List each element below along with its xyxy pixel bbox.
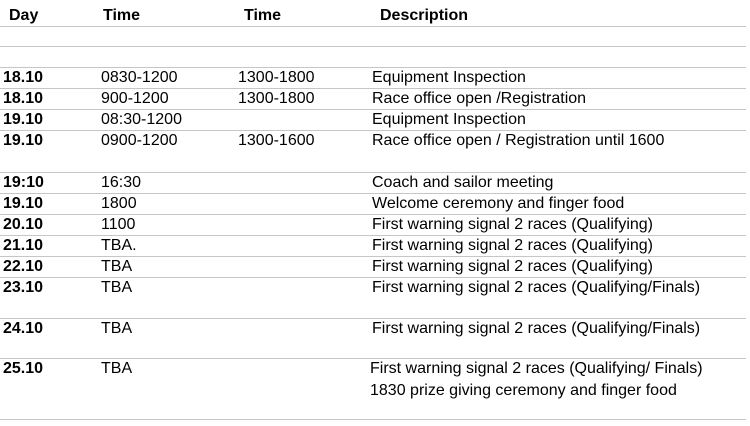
cell-time-1: 900-1200 [101,90,169,107]
cell-day: 20.10 [3,216,44,233]
table-row [0,172,750,194]
cell-description: Equipment Inspection [372,111,526,128]
table-row [0,67,750,89]
header-day: Day [9,7,39,24]
table-row [0,277,750,299]
cell-time-1: TBA. [101,237,137,254]
cell-description: First warning signal 2 races (Qualifying/ Finals) [370,360,703,377]
table-row [0,256,750,278]
table-row [0,318,750,340]
table-row [0,130,750,152]
divider [0,419,746,420]
cell-day: 19.10 [3,195,44,212]
cell-day: 22.10 [3,258,44,275]
cell-description: Race office open /Registration [372,90,587,107]
cell-description: Coach and sailor meeting [372,174,554,191]
cell-description: Welcome ceremony and finger food [372,195,625,212]
table-row [0,214,750,236]
cell-time-1: TBA [101,279,133,296]
cell-day: 25.10 [3,360,44,377]
cell-time-1: TBA [101,360,133,377]
cell-day: 18.10 [3,69,44,86]
cell-time-1: 1100 [101,216,136,233]
cell-day: 19:10 [3,174,44,191]
cell-day: 24.10 [3,320,44,337]
cell-time-1: TBA [101,258,133,275]
table-row [0,109,750,131]
table-row [0,88,750,110]
cell-description: First warning signal 2 races (Qualifying/Finals) [372,279,701,296]
cell-time-2: 1300-1800 [238,90,315,107]
divider [0,26,746,27]
cell-description: First warning signal 2 races (Qualifying) [372,237,653,254]
cell-time-1: TBA [101,320,133,337]
cell-description: Race office open / Registration until 1600 [372,132,665,149]
cell-time-1: 1800 [101,195,137,212]
header-description: Description [380,7,469,24]
cell-time-1: 0900-1200 [101,132,178,149]
cell-day: 19.10 [3,111,44,128]
cell-time-1: 16:30 [101,174,142,191]
table-row [0,358,750,380]
cell-description: First warning signal 2 races (Qualifying) [372,258,653,275]
cell-time-2: 1300-1600 [238,132,315,149]
cell-time-1: 0830-1200 [101,69,178,86]
cell-description-extra: 1830 prize giving ceremony and finger food [370,382,677,399]
cell-description: First warning signal 2 races (Qualifying) [372,216,653,233]
table-row [0,235,750,257]
cell-time-1: 08:30-1200 [101,111,182,128]
cell-time-2: 1300-1800 [238,69,315,86]
table-row [0,193,750,215]
cell-day: 19.10 [3,132,44,149]
header-time-2: Time [244,7,282,24]
header-time-1: Time [103,7,141,24]
cell-description: First warning signal 2 races (Qualifying/Finals) [372,320,701,337]
divider [0,46,746,47]
cell-day: 21.10 [3,237,44,254]
cell-description: Equipment Inspection [372,69,526,86]
cell-day: 23.10 [3,279,44,296]
cell-day: 18.10 [3,90,44,107]
